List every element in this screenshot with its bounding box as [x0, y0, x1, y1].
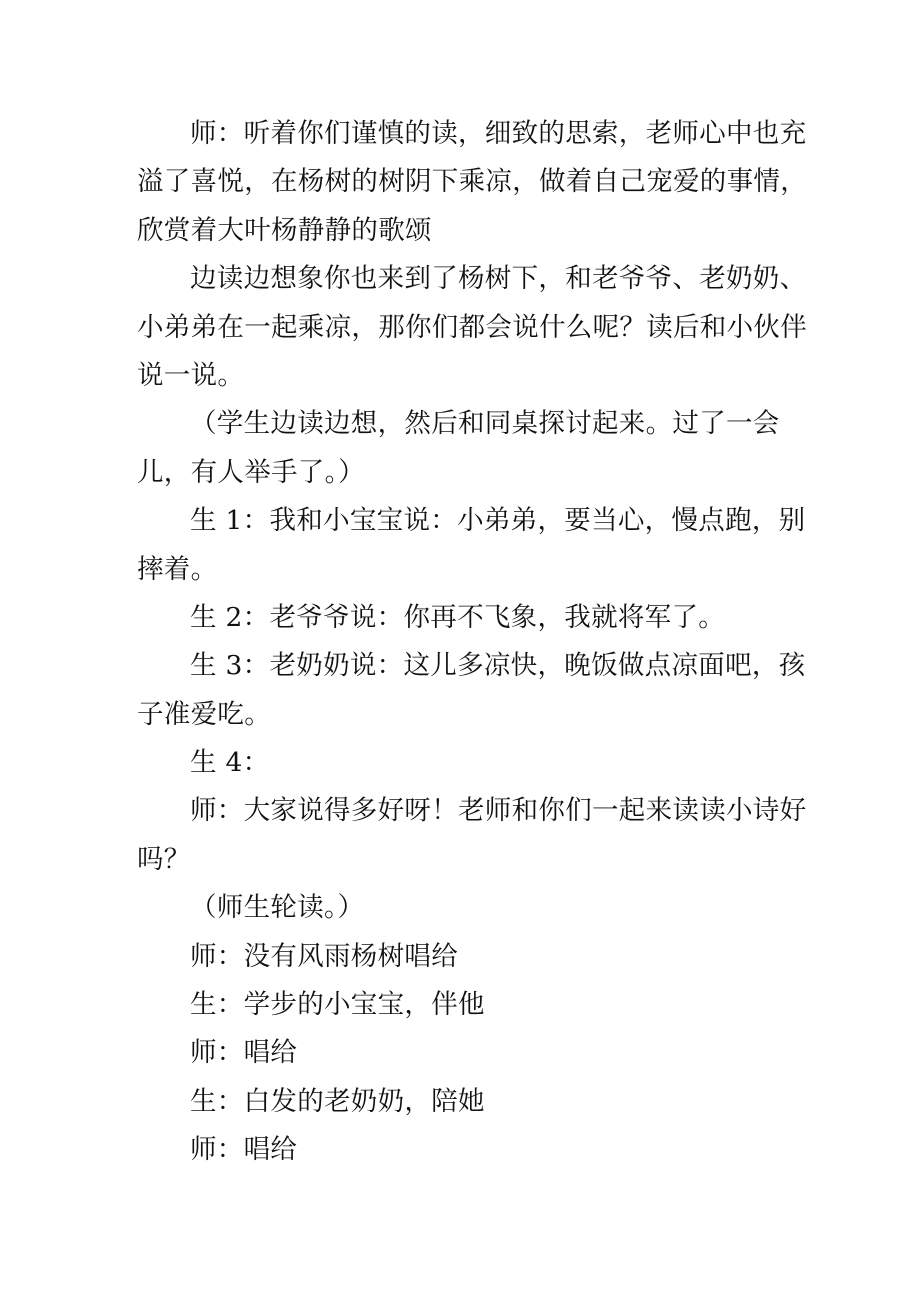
text-line: 生 4：	[190, 747, 270, 779]
text-line: 师：没有风雨杨树唱给	[190, 940, 458, 972]
paragraph-poem-3	[137, 1029, 827, 1077]
text-line: 吗？	[137, 843, 191, 875]
text-line: 说一说。	[137, 359, 245, 391]
text-line: 边读边想象你也来到了杨树下，和老爷爷、老奶奶、	[190, 263, 807, 295]
text-line: 子准爱吃。	[137, 698, 271, 730]
paragraph-students-discuss	[137, 400, 827, 497]
text-line: 生 3：老奶奶说：这儿多凉快，晚饭做点凉面吧，孩	[190, 650, 806, 682]
paragraph-imagine	[137, 255, 827, 400]
paragraph-student-1	[137, 497, 827, 594]
paragraph-poem-1	[137, 933, 827, 981]
text-line: （师生轮读。）	[190, 892, 365, 924]
text-line: 师：大家说得多好呀！老师和你们一起来读读小诗好	[190, 795, 807, 827]
paragraph-student-4	[137, 739, 827, 787]
text-line: 溢了喜悦，在杨树的树阴下乘凉，做着自己宠爱的事情，	[137, 166, 807, 198]
paragraph-round-reading	[137, 884, 827, 932]
text-line: （学生边读边想，然后和同桌探讨起来。过了一会	[190, 408, 780, 440]
text-line: 师：听着你们谨慎的读，细致的思索，老师心中也充	[190, 118, 807, 149]
text-line: 小弟弟在一起乘凉，那你们都会说什么呢？读后和小伙伴	[137, 311, 807, 343]
paragraph-teacher-intro	[137, 110, 827, 255]
text-line: 师：唱给	[190, 1037, 298, 1069]
text-line: 儿，有人举手了。）	[137, 456, 365, 488]
paragraph-teacher-praise	[137, 787, 827, 884]
text-line: 摔着。	[137, 553, 218, 585]
paragraph-student-3	[137, 642, 827, 739]
paragraph-poem-5	[137, 1126, 827, 1174]
paragraph-poem-2	[137, 981, 827, 1029]
text-line: 生 1：我和小宝宝说：小弟弟，要当心，慢点跑，别	[190, 505, 806, 537]
document-page	[137, 110, 827, 1175]
text-line: 欣赏着大叶杨静静的歌颂	[137, 214, 432, 246]
text-line: 生：白发的老奶奶，陪她	[190, 1085, 485, 1117]
text-line: 生：学步的小宝宝，伴他	[190, 989, 485, 1021]
paragraph-poem-4	[137, 1078, 827, 1126]
paragraph-student-2	[137, 594, 827, 642]
text-line: 师：唱给	[190, 1134, 298, 1166]
text-line: 生 2：老爷爷说：你再不飞象，我就将军了。	[190, 601, 726, 633]
